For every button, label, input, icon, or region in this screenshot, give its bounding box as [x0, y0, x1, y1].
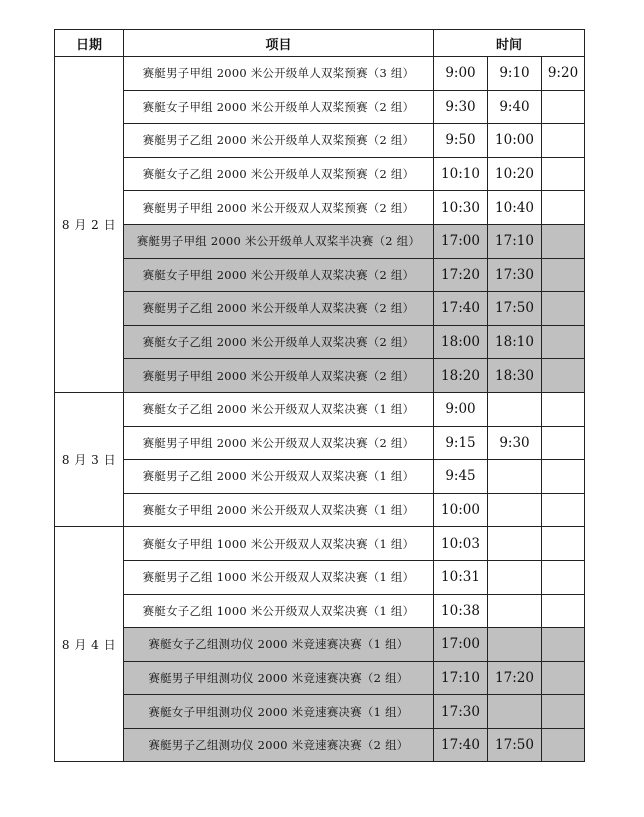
time-cell: [542, 191, 585, 225]
event-cell: 赛艇女子乙组 2000 米公开级双人双桨决赛（1 组）: [124, 392, 434, 426]
event-cell: 赛艇男子乙组 2000 米公开级单人双桨决赛（2 组）: [124, 292, 434, 326]
date-cell: 8 月 4 日: [55, 527, 124, 762]
time-cell: 10:38: [434, 594, 488, 628]
event-cell: 赛艇女子乙组 2000 米公开级单人双桨决赛（2 组）: [124, 325, 434, 359]
time-cell: [542, 728, 585, 762]
table-row: [55, 628, 585, 662]
time-cell: [488, 527, 542, 561]
date-cell: 8 月 2 日: [55, 57, 124, 393]
event-cell: 赛艇女子甲组 2000 米公开级单人双桨决赛（2 组）: [124, 258, 434, 292]
time-cell: 10:10: [434, 157, 488, 191]
date-cell: 8 月 3 日: [55, 392, 124, 526]
event-cell: 赛艇女子甲组 1000 米公开级双人双桨决赛（1 组）: [124, 527, 434, 561]
table-row: [55, 426, 585, 460]
table-row: [55, 661, 585, 695]
time-cell: [488, 560, 542, 594]
time-cell: 17:10: [488, 224, 542, 258]
table-row: [55, 292, 585, 326]
time-cell: [542, 124, 585, 158]
event-cell: 赛艇男子乙组 2000 米公开级双人双桨决赛（1 组）: [124, 460, 434, 494]
time-cell: [542, 90, 585, 124]
event-cell: 赛艇男子甲组 2000 米公开级单人双桨预赛（3 组）: [124, 57, 434, 91]
time-cell: 10:31: [434, 560, 488, 594]
table-row: [55, 728, 585, 762]
event-cell: 赛艇男子乙组测功仪 2000 米竞速赛决赛（2 组）: [124, 728, 434, 762]
time-cell: 9:00: [434, 392, 488, 426]
time-cell: [542, 392, 585, 426]
event-cell: 赛艇女子乙组 2000 米公开级单人双桨预赛（2 组）: [124, 157, 434, 191]
event-cell: 赛艇男子甲组测功仪 2000 米竞速赛决赛（2 组）: [124, 661, 434, 695]
time-cell: [542, 460, 585, 494]
time-cell: [488, 594, 542, 628]
time-cell: [542, 695, 585, 729]
time-cell: 17:00: [434, 224, 488, 258]
time-cell: 18:10: [488, 325, 542, 359]
time-cell: 10:03: [434, 527, 488, 561]
event-cell: 赛艇男子甲组 2000 米公开级双人双桨决赛（2 组）: [124, 426, 434, 460]
event-cell: 赛艇女子甲组测功仪 2000 米竞速赛决赛（1 组）: [124, 695, 434, 729]
time-cell: [542, 359, 585, 393]
table-row: [55, 258, 585, 292]
table-row: [55, 90, 585, 124]
time-cell: 18:00: [434, 325, 488, 359]
table-row: [55, 124, 585, 158]
time-cell: [542, 157, 585, 191]
time-cell: [488, 460, 542, 494]
header-event: 项目: [124, 30, 434, 57]
time-cell: 17:40: [434, 728, 488, 762]
time-cell: 17:40: [434, 292, 488, 326]
event-cell: 赛艇女子甲组 2000 米公开级单人双桨预赛（2 组）: [124, 90, 434, 124]
table-row: [55, 359, 585, 393]
time-cell: 9:15: [434, 426, 488, 460]
table-row: [55, 695, 585, 729]
time-cell: 10:20: [488, 157, 542, 191]
time-cell: [542, 527, 585, 561]
time-cell: 10:30: [434, 191, 488, 225]
time-cell: 17:50: [488, 292, 542, 326]
table-row: [55, 191, 585, 225]
time-cell: [488, 493, 542, 527]
time-cell: 17:20: [488, 661, 542, 695]
header-time: 时间: [434, 30, 585, 57]
table-row: [55, 325, 585, 359]
time-cell: 18:30: [488, 359, 542, 393]
time-cell: [542, 628, 585, 662]
table-row: [55, 392, 585, 426]
header-date: 日期: [55, 30, 124, 57]
time-cell: 17:20: [434, 258, 488, 292]
time-cell: [542, 224, 585, 258]
time-cell: 9:30: [488, 426, 542, 460]
time-cell: [542, 325, 585, 359]
time-cell: 9:20: [542, 57, 585, 91]
time-cell: [542, 594, 585, 628]
time-cell: 9:00: [434, 57, 488, 91]
time-cell: 17:50: [488, 728, 542, 762]
time-cell: 9:45: [434, 460, 488, 494]
time-cell: 17:30: [488, 258, 542, 292]
event-cell: 赛艇男子甲组 2000 米公开级双人双桨预赛（2 组）: [124, 191, 434, 225]
time-cell: 9:10: [488, 57, 542, 91]
time-cell: 10:00: [434, 493, 488, 527]
event-cell: 赛艇男子甲组 2000 米公开级单人双桨决赛（2 组）: [124, 359, 434, 393]
table-row: [55, 157, 585, 191]
time-cell: [542, 258, 585, 292]
event-cell: 赛艇男子乙组 2000 米公开级单人双桨预赛（2 组）: [124, 124, 434, 158]
event-cell: 赛艇女子乙组 1000 米公开级双人双桨决赛（1 组）: [124, 594, 434, 628]
table-row: [55, 493, 585, 527]
time-cell: [542, 493, 585, 527]
schedule-table: [54, 29, 585, 762]
time-cell: 9:30: [434, 90, 488, 124]
event-cell: 赛艇男子乙组 1000 米公开级双人双桨决赛（1 组）: [124, 560, 434, 594]
event-cell: 赛艇男子甲组 2000 米公开级单人双桨半决赛（2 组）: [124, 224, 434, 258]
time-cell: 9:40: [488, 90, 542, 124]
schedule-body: [55, 57, 585, 762]
table-row: [55, 57, 585, 91]
time-cell: [488, 628, 542, 662]
time-cell: [542, 292, 585, 326]
time-cell: 18:20: [434, 359, 488, 393]
time-cell: 17:30: [434, 695, 488, 729]
event-cell: 赛艇女子甲组 2000 米公开级双人双桨决赛（1 组）: [124, 493, 434, 527]
time-cell: 10:00: [488, 124, 542, 158]
time-cell: [542, 426, 585, 460]
table-row: [55, 460, 585, 494]
table-row: [55, 594, 585, 628]
table-row: [55, 560, 585, 594]
time-cell: [542, 661, 585, 695]
table-row: [55, 224, 585, 258]
time-cell: 17:00: [434, 628, 488, 662]
time-cell: [542, 560, 585, 594]
time-cell: [488, 695, 542, 729]
time-cell: [488, 392, 542, 426]
time-cell: 10:40: [488, 191, 542, 225]
table-row: [55, 527, 585, 561]
time-cell: 17:10: [434, 661, 488, 695]
time-cell: 9:50: [434, 124, 488, 158]
header-row: [55, 30, 585, 57]
event-cell: 赛艇女子乙组测功仪 2000 米竞速赛决赛（1 组）: [124, 628, 434, 662]
